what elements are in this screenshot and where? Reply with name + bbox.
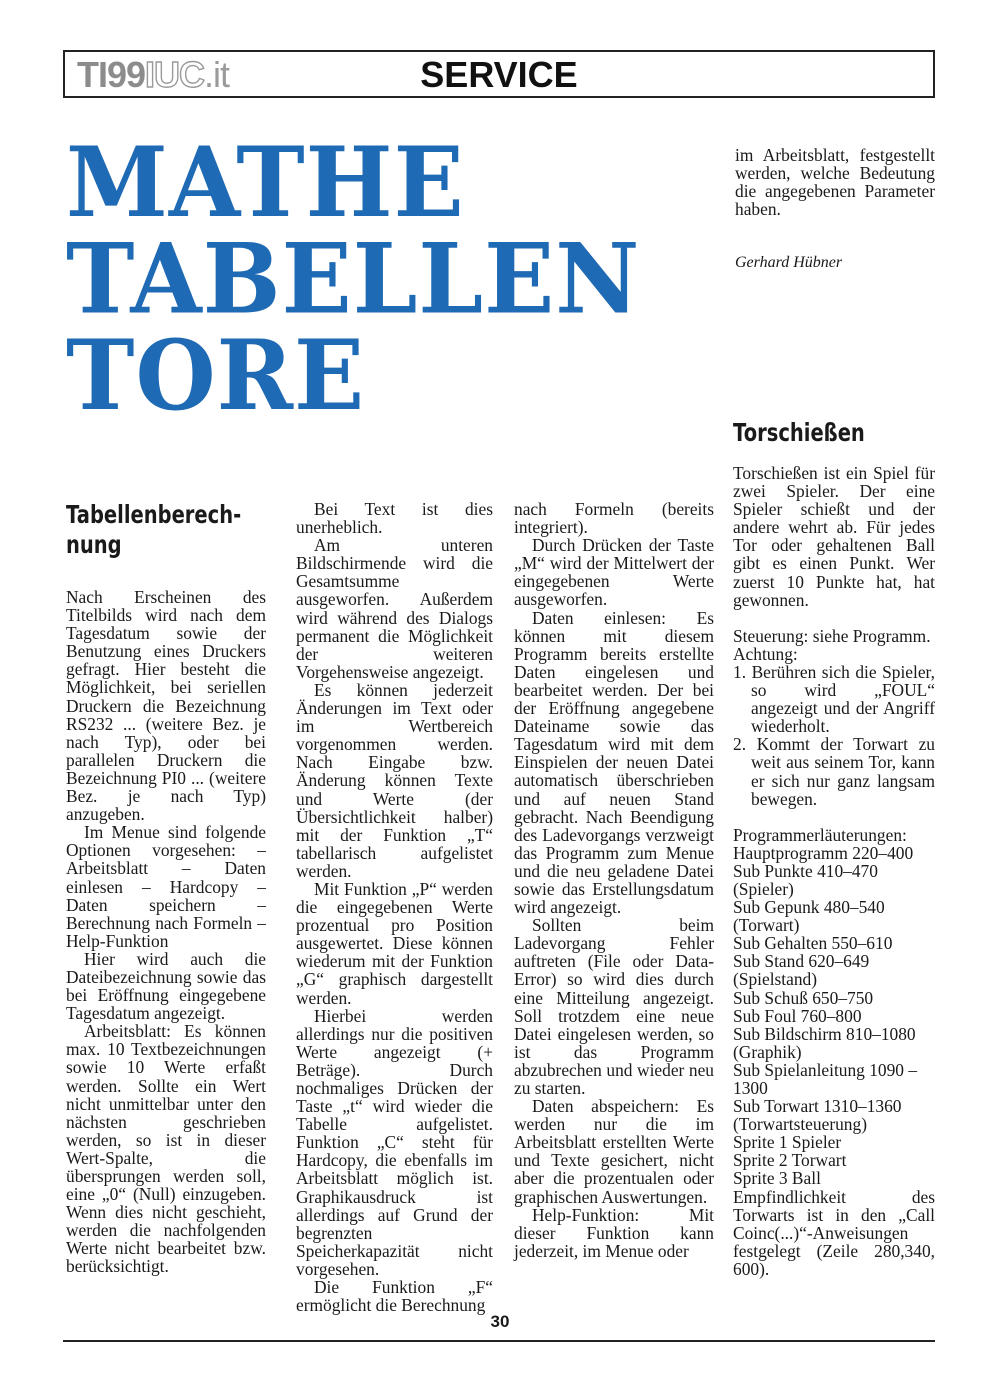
column-1 (66, 500, 266, 1276)
explanation-item: Sprite 1 Spieler (733, 1132, 842, 1153)
control-note: Steuerung: siehe Programm. (733, 625, 931, 646)
column-2 (296, 500, 493, 1314)
list-item: 1. Berühren sich die Spieler, so wird „FOUL“ angezeigt und der Angriff wiederholt. (733, 661, 935, 737)
title-line-2: TABELLEN (66, 222, 641, 336)
page-number: 30 (490, 1312, 510, 1331)
explanation-item: Sprite 3 Ball (733, 1168, 821, 1189)
explanation-item: Sub Torwart 1310–1360 (Torwartsteuerung) (733, 1096, 902, 1135)
article2-heading: Torschießen (733, 418, 865, 447)
paragraph: Bei Text ist dies unerheblich. (296, 499, 493, 538)
paragraph: Daten abspeichern: Es werden nur die im Arbeitsblatt erstellten Werte und Texte gesichert, nicht aber die prozentualen oder graphischen Auswertungen. (514, 1096, 714, 1207)
explanation-item: Sub Gehalten 550–610 (733, 933, 893, 954)
closing-paragraph: Empfindlichkeit des Torwarts ist in den „Call Coinc(...)“-Anweisungen festgelegt (Zeile 280,340, 600). (733, 1186, 935, 1279)
section-title: SERVICE (420, 54, 578, 95)
title-line-1: MATHE (66, 125, 465, 239)
paragraph: Im Menue sind folgende Optionen vorgesehen: – Arbeitsblatt – Daten einlesen – Hardcopy – Daten speichern – Berechnung nach Formeln – Help-Funktion (66, 822, 266, 951)
paragraph: nach Formeln (bereits integriert). (514, 499, 714, 538)
explanation-item: Sub Stand 620–649 (Spielstand) (733, 951, 870, 990)
paragraph: Die Funktion „F“ ermöglicht die Berechnung (296, 1277, 493, 1316)
article-title (66, 125, 641, 433)
explanations-list (733, 844, 935, 1188)
column-4 (733, 418, 935, 1278)
paragraph: Am unteren Bildschirmende wird die Gesamtsumme ausgeworfen. Außerdem wird während des Dialogs permanent die Möglichkeit der weiteren Vorgehensweise angezeigt. (296, 535, 493, 682)
footer-divider (63, 1340, 935, 1342)
header-banner (63, 50, 935, 98)
logo-it: .it (204, 54, 230, 95)
paragraph: Nach Erscheinen des Titelbilds wird nach dem Tagesdatum sowie der Benutzung eines Druckers gefragt. Hier besteht die Möglichkeit, bei seriellen Druckern die Bezeichnung RS232 ... (weitere Bez. je nach Typ), oder bei parallelen Druckern die Bezeichnung PI0 ... (weitere Bez. je nach Typ) anzugeben. (66, 587, 266, 825)
author-name: Gerhard Hübner (735, 254, 843, 271)
explanation-item: Sprite 2 Torwart (733, 1150, 847, 1171)
article1-heading-line1: Tabellenberech- (66, 500, 242, 529)
explanations-title: Programmerläuterungen: (733, 824, 907, 845)
explanation-item: Sub Schuß 650–750 (733, 987, 874, 1008)
intro-continued-text: im Arbeitsblatt, festgestellt werden, welche Bedeutung die angegebenen Parameter haben. (735, 145, 935, 220)
explanation-item: Sub Punkte 410–470 (Spieler) (733, 860, 878, 899)
paragraph: Sollten beim Ladevorgang Fehler auftreten (File oder Data-Error) so wird dies durch eine Mitteilung angezeigt. Soll trotzdem eine neue Datei eingelesen werden, so ist das Programm abzubrechen und wieder neu zu starten. (514, 915, 714, 1098)
paragraph: Es können jederzeit Änderungen im Text oder im Wertbereich vorgenommen werden. Nach Eingabe bzw. Änderung können Texte und Werte (der Übersichtlichkeit halber) mit der Funktion „T“ tabellarisch aufgelistet werden. (296, 679, 493, 881)
explanation-item: Sub Gepunk 480–540 (Torwart) (733, 897, 885, 936)
paragraph: Mit Funktion „P“ werden die eingegebenen Werte prozentual pro Position ausgewertet. Diese können wiederum mit der Funktion „G“ graphisch dargestellt werden. (296, 878, 493, 1008)
paragraph: Daten einlesen: Es können mit diesem Programm bereits erstellte Daten eingelesen und bearbeitet werden. Der bei der Eröffnung angegebene Dateiname sowie das Tagesdatum wird mit dem Einspielen der neuen Datei automatisch überschrieben und auf neuen Stand gebracht. Nach Beendigung des Ladevorgangs verzweigt das Programm zum Menue und die neu geladene Datei sowie das Erstellungsdatum wird angezeigt. (514, 607, 714, 918)
paragraph: Hierbei werden allerdings nur die positiven Werte angezeigt (+ Beträge). Durch nochmaliges Drücken der Taste „t“ wird wieder die Tabelle aufgelistet. Funktion „C“ steht für Hardcopy, die ebenfalls im Arbeitsblatt möglich ist. Graphikausdruck ist allerdings auf Grund der begrenzten Speicherkapazität nicht vorgesehen. (296, 1005, 493, 1279)
article1-heading-line2: nung (66, 530, 122, 559)
explanation-item: Sub Bildschirm 810–1080 (Graphik) (733, 1023, 916, 1062)
attention-label: Achtung: (733, 643, 798, 664)
intro-continued-column (735, 146, 935, 218)
paragraph: Hier wird auch die Dateibezeichnung sowie das bei Eröffnung eingegebene Tagesdatum angezeigt. (66, 948, 266, 1024)
paragraph: Arbeitsblatt: Es können max. 10 Textbezeichnungen sowie 10 Werte erfaßt werden. Sollte ein Wert nicht unmittelbar unter den nächsten geschrieben werden, so ist in dieser Wert-Spalte, die übersprungen werden soll, eine „0“ (Null) einzugeben. Wenn dies nicht geschieht, werden die nachfolgenden Werte nicht bearbeitet bzw. berücksichtigt. (66, 1021, 266, 1277)
column-3 (514, 500, 714, 1260)
logo-iuc: IUC (145, 54, 205, 95)
explanation-item: Hauptprogramm 220–400 (733, 842, 914, 863)
paragraph: Durch Drücken der Taste „M“ wird der Mittelwert der eingegebenen Werte ausgeworfen. (514, 535, 714, 610)
list-item: 2. Kommt der Torwart zu weit aus seinem Tor, kann er sich nur ganz langsam bewegen. (733, 734, 935, 809)
paragraph: Help-Funktion: Mit dieser Funktion kann jederzeit, im Menue oder (514, 1204, 714, 1261)
explanation-item: Sub Foul 760–800 (733, 1005, 862, 1026)
logo-ti: TI99 (77, 54, 146, 95)
explanation-item: Sub Spielanleitung 1090 –1300 (733, 1059, 918, 1098)
paragraph: Torschießen ist ein Spiel für zwei Spieler. Der eine Spieler schießt und der andere wehrt ab. Für jedes Tor oder gehaltenen Ball gibt es einen Punkt. Wer zuerst 10 Punkte hat, hat gewonnen. (733, 463, 935, 610)
title-line-3: TORE (66, 318, 366, 433)
